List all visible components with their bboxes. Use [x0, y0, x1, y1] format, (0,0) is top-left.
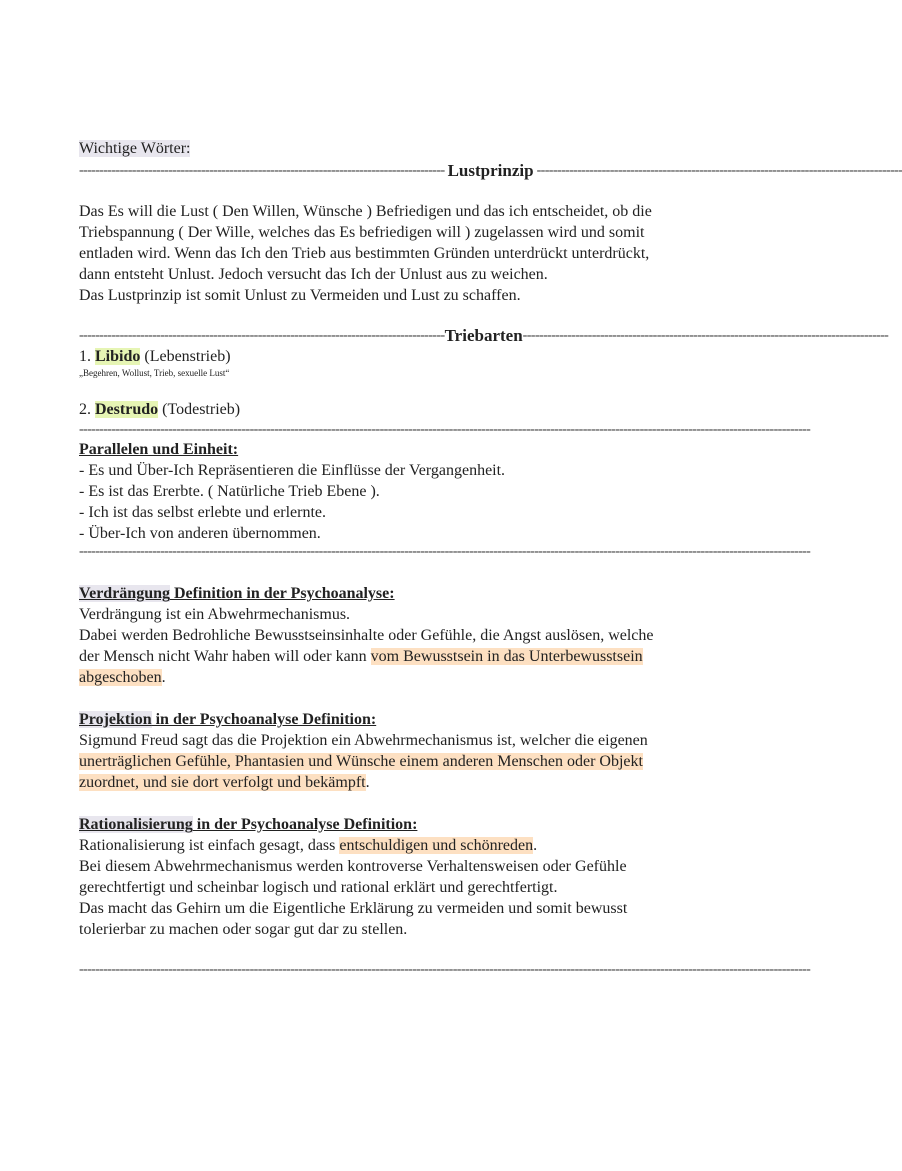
parallelen-item: - Über-Ich von anderen übernommen.: [79, 525, 321, 542]
item-number: 2.: [79, 401, 95, 418]
verdraengung-line: [79, 667, 166, 688]
highlighted-text: entschuldigen und schönreden: [339, 837, 534, 854]
verdraengung-title: [79, 583, 395, 604]
highlighted-text: unerträglichen Gefühle, Phantasien und Wünsche einem anderen Menschen oder Objekt: [79, 753, 643, 770]
rationalisierung-line: tolerierbar zu machen oder sogar gut dar zu stellen.: [79, 921, 408, 938]
line-text: .: [533, 837, 538, 854]
rationalisierung-line: [79, 835, 537, 856]
projektion-title: [79, 709, 376, 730]
projektion-term: Projektion: [79, 711, 152, 728]
line-text: .: [161, 669, 166, 686]
line-text: .: [365, 774, 370, 791]
projektion-line: Sigmund Freud sagt das die Projektion ein Abwehrmechanismus ist, welcher die eigenen: [79, 732, 648, 749]
projektion-line: [79, 751, 643, 772]
separator-dashes-right: ------------------------------------------------------------------------------------------: [522, 328, 889, 343]
paragraph-line: Das Lustprinzip ist somit Unlust zu Vermeiden und Lust zu schaffen.: [79, 287, 521, 304]
separator-line: ------------------------------------------------------------------------------------------------------------------------------------------------------------------------------------: [79, 422, 811, 437]
triebarten-title: Triebarten: [444, 326, 523, 345]
rationalisierung-title: [79, 814, 417, 835]
lustprinzip-title: Lustprinzip: [447, 161, 534, 180]
header-label-text: Wichtige Wörter:: [79, 140, 191, 157]
separator-line: ------------------------------------------------------------------------------------------------------------------------------------------------------------------------------------: [79, 544, 811, 559]
libido-note: „Begehren, Wollust, Trieb, sexuelle Lust“: [79, 368, 230, 378]
paragraph-line: entladen wird. Wenn das Ich den Trieb aus bestimmten Gründen unterdrückt unterdrückt,: [79, 245, 650, 262]
libido-item: [79, 346, 231, 367]
destrudo-description: (Todestrieb): [158, 401, 241, 418]
parallelen-item: - Ich ist das selbst erlebte und erlernte.: [79, 504, 327, 521]
verdraengung-term: Verdrängung: [79, 585, 170, 602]
line-text: der Mensch nicht Wahr haben will oder kann: [79, 648, 371, 665]
parallelen-title: Parallelen und Einheit:: [79, 441, 239, 458]
lustprinzip-separator: [79, 160, 902, 181]
highlighted-text: abgeschoben: [79, 669, 162, 686]
separator-line: ------------------------------------------------------------------------------------------------------------------------------------------------------------------------------------: [79, 962, 811, 977]
paragraph-line: Triebspannung ( Der Wille, welches das Es befriedigen will ) zugelassen wird und somit: [79, 224, 645, 241]
destrudo-item: [79, 399, 240, 420]
rationalisierung-term: Rationalisierung: [79, 816, 193, 833]
header-label: [79, 138, 190, 159]
rationalisierung-line: gerechtfertigt und scheinbar logisch und rational erklärt und gerechtfertigt.: [79, 879, 558, 896]
highlighted-text: vom Bewusstsein in das Unterbewusstsein: [370, 648, 643, 665]
separator-dashes-right: ------------------------------------------------------------------------------------------: [536, 163, 902, 178]
paragraph-line: Das Es will die Lust ( Den Willen, Wünsche ) Befriedigen und das ich entscheidet, ob die: [79, 203, 652, 220]
destrudo-term: Destrudo: [95, 401, 159, 418]
parallelen-item: - Es und Über-Ich Repräsentieren die Einflüsse der Vergangenheit.: [79, 462, 506, 479]
title-rest: Definition in der Psychoanalyse:: [169, 585, 395, 602]
parallelen-item: - Es ist das Ererbte. ( Natürliche Trieb Ebene ).: [79, 483, 380, 500]
verdraengung-line: Dabei werden Bedrohliche Bewusstseinsinhalte oder Gefühle, die Angst auslösen, welche: [79, 627, 654, 644]
libido-term: Libido: [95, 348, 141, 365]
highlighted-text: zuordnet, und sie dort verfolgt und bekämpft: [79, 774, 366, 791]
separator-dashes-left: ------------------------------------------------------------------------------------------: [79, 163, 445, 178]
projektion-line: [79, 772, 370, 793]
title-rest: in der Psychoanalyse Definition:: [192, 816, 418, 833]
triebarten-separator: [79, 325, 889, 346]
title-rest: in der Psychoanalyse Definition:: [151, 711, 377, 728]
rationalisierung-line: Bei diesem Abwehrmechanismus werden kontroverse Verhaltensweisen oder Gefühle: [79, 858, 627, 875]
verdraengung-line: [79, 646, 643, 667]
verdraengung-line: Verdrängung ist ein Abwehrmechanismus.: [79, 606, 351, 623]
item-number: 1.: [79, 348, 95, 365]
line-text: Rationalisierung ist einfach gesagt, dass: [79, 837, 340, 854]
paragraph-line: dann entsteht Unlust. Jedoch versucht das Ich der Unlust aus zu weichen.: [79, 266, 548, 283]
rationalisierung-line: Das macht das Gehirn um die Eigentliche Erklärung zu vermeiden und somit bewusst: [79, 900, 628, 917]
separator-dashes-left: ------------------------------------------------------------------------------------------: [79, 328, 445, 343]
libido-description: (Lebenstrieb): [140, 348, 231, 365]
